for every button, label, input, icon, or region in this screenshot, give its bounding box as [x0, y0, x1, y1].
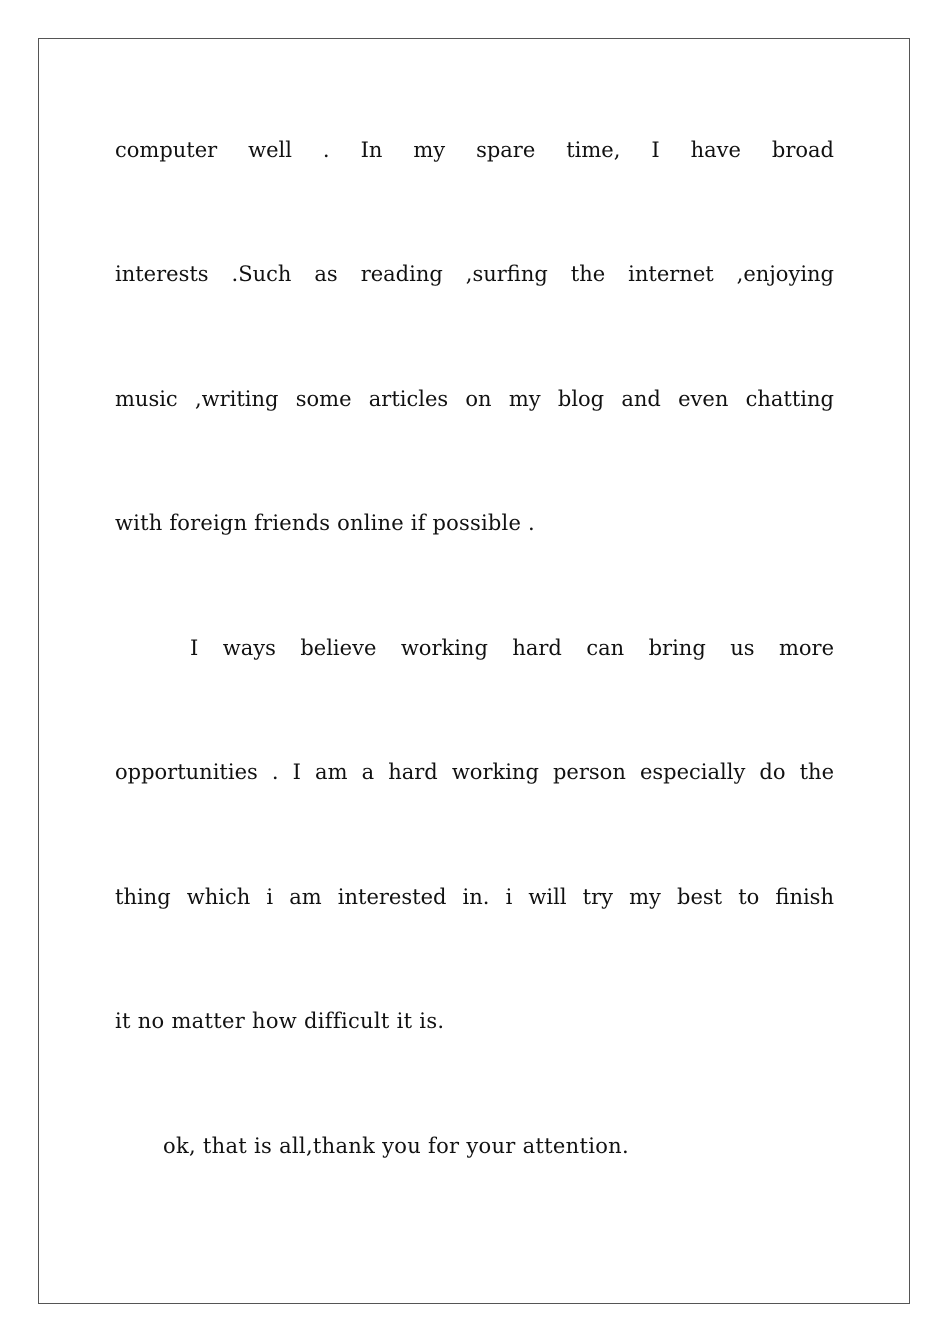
- body-text-line: it no matter how difficult it is.: [115, 1009, 445, 1033]
- body-text-line: computer well . In my spare time, I have broad: [115, 138, 834, 162]
- page-frame: [38, 38, 910, 1304]
- paragraph-first-line: I ways believe working hard can bring us more: [190, 636, 834, 660]
- body-text-line: opportunities . I am a hard working person especially do the: [115, 760, 834, 784]
- closing-line: ok, that is all,thank you for your attention.: [163, 1134, 629, 1158]
- body-text-line: thing which i am interested in. i will try my best to finish: [115, 885, 834, 909]
- body-text-line: music ,writing some articles on my blog and even chatting: [115, 387, 834, 411]
- body-text-line: interests .Such as reading ,surfing the internet ,enjoying: [115, 262, 834, 286]
- body-text-line: with foreign friends online if possible .: [115, 511, 535, 535]
